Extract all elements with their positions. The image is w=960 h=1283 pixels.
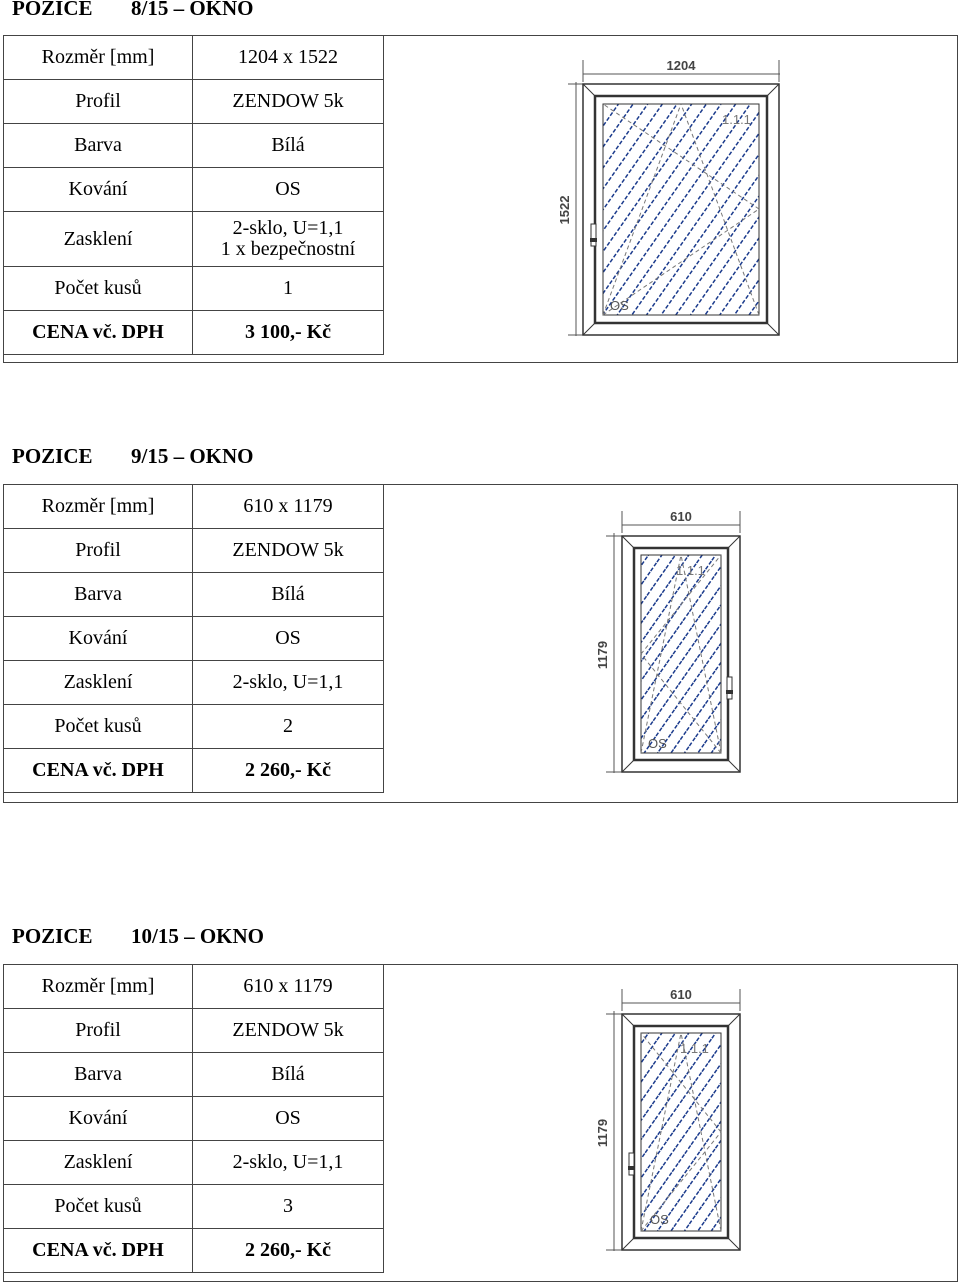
hardware-value: OS	[193, 1097, 384, 1141]
spec-table	[3, 35, 384, 355]
hardware-label: Kování	[4, 617, 193, 661]
hardware-value: OS	[193, 168, 384, 212]
glazing-label: Zasklení	[4, 661, 193, 705]
spec-row-dimensions	[4, 965, 384, 1009]
window-drawing	[590, 981, 760, 1271]
spec-row-quantity	[4, 1185, 384, 1229]
spec-row-glazing	[4, 1141, 384, 1185]
dimensions-label: Rozměr [mm]	[4, 485, 193, 529]
position-block	[3, 484, 958, 803]
price-value: 3 100,- Kč	[193, 311, 384, 355]
price-label: CENA vč. DPH	[4, 311, 193, 355]
spec-row-glazing	[4, 212, 384, 267]
sash-index-label: 1.1.1	[680, 1041, 709, 1056]
profile-label: Profil	[4, 1009, 193, 1053]
spec-row-hardware	[4, 617, 384, 661]
position-label: POZICE	[12, 444, 93, 468]
position-heading	[12, 0, 254, 21]
quantity-value: 2	[193, 705, 384, 749]
position-number: 8/15 – OKNO	[131, 0, 254, 20]
spec-row-quantity	[4, 267, 384, 311]
spec-row-color	[4, 1053, 384, 1097]
width-dimension-label: 1204	[666, 58, 696, 73]
width-dimension-label: 610	[670, 509, 692, 524]
spec-row-color	[4, 124, 384, 168]
sash-index-label: 1.1.1	[676, 563, 705, 578]
quantity-label: Počet kusů	[4, 1185, 193, 1229]
profile-label: Profil	[4, 80, 193, 124]
dimensions-value: 610 x 1179	[193, 965, 384, 1009]
spec-row-price	[4, 1229, 384, 1273]
window-handle-icon	[591, 224, 596, 246]
glazing-label: Zasklení	[4, 1141, 193, 1185]
opening-type-label: OS	[610, 298, 629, 313]
profile-label: Profil	[4, 529, 193, 573]
position-label: POZICE	[12, 0, 93, 20]
spec-row-price	[4, 311, 384, 355]
quantity-label: Počet kusů	[4, 267, 193, 311]
position-number: 10/15 – OKNO	[131, 924, 265, 948]
color-label: Barva	[4, 573, 193, 617]
color-value: Bílá	[193, 124, 384, 168]
glazing-value	[193, 212, 384, 267]
quantity-value: 3	[193, 1185, 384, 1229]
dimensions-label: Rozměr [mm]	[4, 965, 193, 1009]
price-value: 2 260,- Kč	[193, 1229, 384, 1273]
hardware-value: OS	[193, 617, 384, 661]
spec-row-hardware	[4, 168, 384, 212]
quantity-label: Počet kusů	[4, 705, 193, 749]
window-handle-icon	[727, 677, 732, 699]
glazing-value-line-1: 2-sklo, U=1,1	[232, 217, 344, 239]
position-heading	[12, 444, 254, 469]
position-number: 9/15 – OKNO	[131, 444, 254, 468]
window-drawing	[550, 54, 780, 359]
spec-row-quantity	[4, 705, 384, 749]
opening-type-label: OS	[650, 1212, 669, 1227]
glazing-value: 2-sklo, U=1,1	[193, 1141, 384, 1185]
profile-value: ZENDOW 5k	[193, 529, 384, 573]
glazing-value-line-2: 1 x bezpečnostní	[220, 238, 356, 260]
spec-row-profile	[4, 1009, 384, 1053]
color-label: Barva	[4, 1053, 193, 1097]
color-value: Bílá	[193, 573, 384, 617]
spec-row-profile	[4, 529, 384, 573]
color-label: Barva	[4, 124, 193, 168]
quantity-value: 1	[193, 267, 384, 311]
height-dimension-label: 1179	[595, 1118, 610, 1148]
position-label: POZICE	[12, 924, 93, 948]
price-label: CENA vč. DPH	[4, 749, 193, 793]
opening-type-label: OS	[648, 736, 667, 751]
spec-table	[3, 964, 384, 1273]
position-heading	[12, 924, 265, 949]
price-value: 2 260,- Kč	[193, 749, 384, 793]
dimensions-value: 1204 x 1522	[193, 36, 384, 80]
spec-table	[3, 484, 384, 793]
spec-row-glazing	[4, 661, 384, 705]
spec-row-hardware	[4, 1097, 384, 1141]
profile-value: ZENDOW 5k	[193, 80, 384, 124]
spec-row-color	[4, 573, 384, 617]
height-dimension-label: 1522	[557, 195, 572, 225]
dimensions-value: 610 x 1179	[193, 485, 384, 529]
glazing-value: 2-sklo, U=1,1	[193, 661, 384, 705]
spec-row-dimensions	[4, 485, 384, 529]
window-drawing	[590, 503, 760, 793]
dimensions-label: Rozměr [mm]	[4, 36, 193, 80]
price-label: CENA vč. DPH	[4, 1229, 193, 1273]
glazing-label: Zasklení	[4, 212, 193, 267]
position-block	[3, 964, 958, 1282]
width-dimension-label: 610	[670, 987, 692, 1002]
height-dimension-label: 1179	[595, 640, 610, 670]
position-block	[3, 35, 958, 363]
hardware-label: Kování	[4, 1097, 193, 1141]
spec-row-price	[4, 749, 384, 793]
window-handle-icon	[629, 1153, 634, 1175]
profile-value: ZENDOW 5k	[193, 1009, 384, 1053]
hardware-label: Kování	[4, 168, 193, 212]
sash-index-label: 1.1.1	[722, 112, 751, 127]
spec-row-dimensions	[4, 36, 384, 80]
color-value: Bílá	[193, 1053, 384, 1097]
spec-row-profile	[4, 80, 384, 124]
